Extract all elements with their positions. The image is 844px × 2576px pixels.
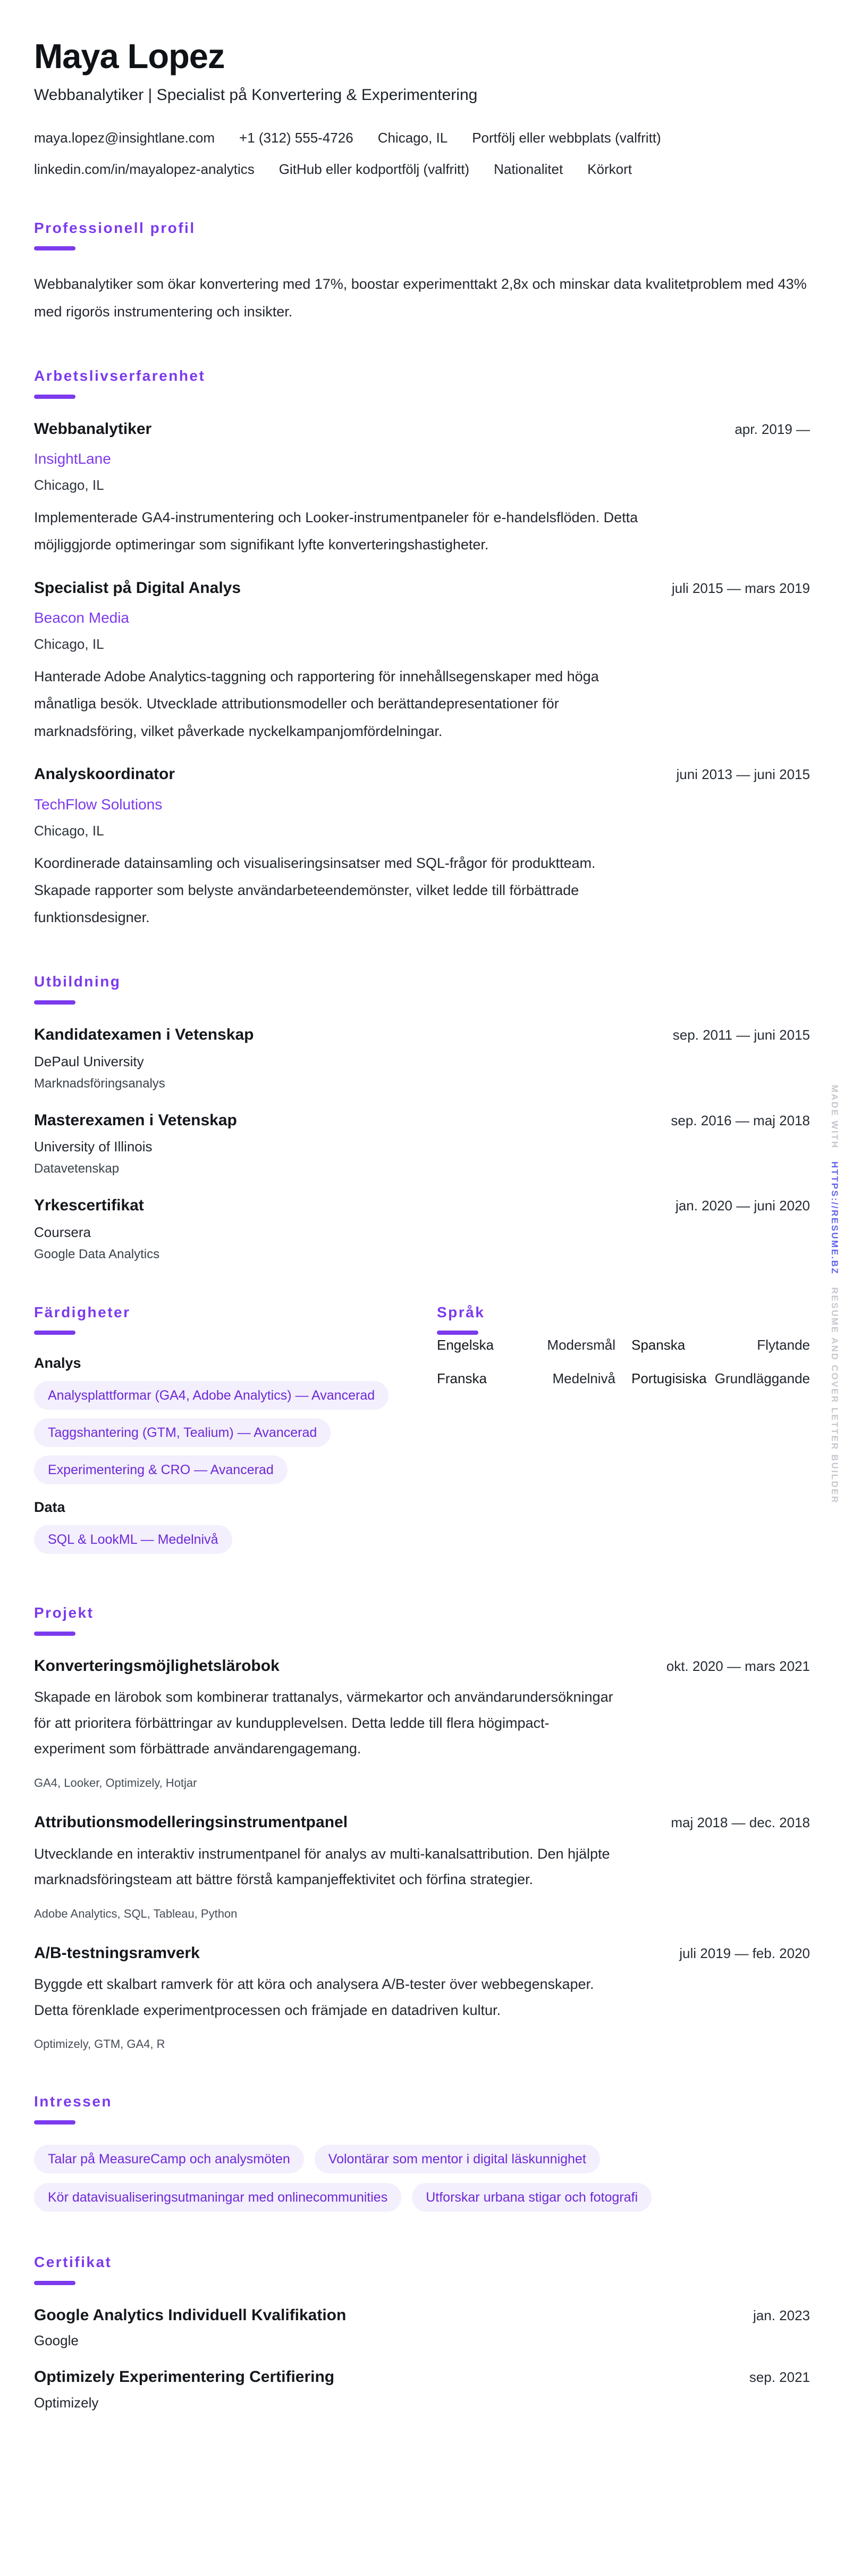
language-level: Modersmål bbox=[547, 1337, 615, 1353]
project-dates: maj 2018 — dec. 2018 bbox=[671, 1814, 810, 1831]
job-entry bbox=[34, 578, 810, 745]
education-dates: sep. 2016 — maj 2018 bbox=[671, 1112, 810, 1128]
project-entry bbox=[34, 1812, 810, 1921]
project-tech: GA4, Looker, Optimizely, Hotjar bbox=[34, 1776, 197, 1790]
interest-pill: Volontärar som mentor i digital läskunnighet bbox=[315, 2145, 600, 2173]
job-location: Chicago, IL bbox=[34, 636, 104, 653]
contact-row-2 bbox=[34, 161, 810, 178]
section-profile bbox=[34, 219, 810, 325]
language-name: Engelska bbox=[437, 1337, 494, 1353]
certificate-title: Google Analytics Individuell Kvalifikation bbox=[34, 2306, 347, 2324]
school-name: University of Illinois bbox=[34, 1139, 153, 1155]
job-entry bbox=[34, 419, 810, 559]
skill-group bbox=[34, 1499, 407, 1554]
section-heading-languages: Språk bbox=[437, 1303, 485, 1320]
section-heading-profile: Professionell profil bbox=[34, 219, 196, 236]
company-link[interactable]: InsightLane bbox=[34, 450, 111, 467]
project-entry bbox=[34, 1943, 810, 2052]
contact-email[interactable]: maya.lopez@insightlane.com bbox=[34, 129, 215, 146]
job-dates: apr. 2019 — bbox=[735, 421, 810, 437]
project-title: Attributionsmodelleringsinstrumentpanel bbox=[34, 1813, 348, 1831]
skill-pill: Taggshantering (GTM, Tealium) — Avancerad bbox=[34, 1418, 331, 1447]
job-entry bbox=[34, 764, 810, 931]
job-location: Chicago, IL bbox=[34, 822, 104, 839]
certificate-title: Optimizely Experimentering Certifiering bbox=[34, 2368, 335, 2386]
contact-phone[interactable]: +1 (312) 555-4726 bbox=[239, 129, 353, 146]
project-description: Skapade en lärobok som kombinerar trattanalys, värmekartor och användarundersökningar för att prioritera förbättringar av kundupplevelsen. Detta ledde till flera högimpact-experiment som förbättrade användarengagemang. bbox=[34, 1689, 613, 1757]
section-projects bbox=[34, 1604, 810, 2051]
section-heading-interests: Intressen bbox=[34, 2093, 112, 2110]
certificate-issuer: Optimizely bbox=[34, 2394, 99, 2411]
language-item bbox=[631, 1337, 810, 1353]
job-title: Analyskoordinator bbox=[34, 765, 175, 783]
language-level: Flytande bbox=[757, 1337, 810, 1353]
skill-pill: SQL & LookML — Medelnivå bbox=[34, 1525, 232, 1554]
section-heading-experience: Arbetslivserfarenhet bbox=[34, 367, 206, 384]
language-item bbox=[437, 1337, 615, 1353]
project-entry bbox=[34, 1656, 810, 1790]
contact-location: Chicago, IL bbox=[377, 129, 448, 146]
language-level: Medelnivå bbox=[552, 1370, 615, 1387]
section-heading-projects: Projekt bbox=[34, 1604, 94, 1621]
language-level: Grundläggande bbox=[714, 1370, 810, 1387]
education-dates: jan. 2020 — juni 2020 bbox=[676, 1198, 810, 1214]
watermark-suffix: RESUME AND COVER LETTER BUILDER bbox=[830, 1287, 840, 1504]
contact-nationality-placeholder: Nationalitet bbox=[494, 161, 563, 177]
project-dates: juli 2019 — feb. 2020 bbox=[679, 1945, 810, 1961]
section-experience bbox=[34, 367, 810, 931]
section-heading-education: Utbildning bbox=[34, 973, 121, 990]
contact-website-placeholder: Portfölj eller webbplats (valfritt) bbox=[472, 129, 661, 146]
section-underline bbox=[34, 246, 75, 250]
section-underline bbox=[34, 2281, 75, 2285]
education-dates: sep. 2011 — juni 2015 bbox=[672, 1027, 810, 1043]
education-entry bbox=[34, 1025, 810, 1091]
skill-pill: Analysplattformar (GA4, Adobe Analytics) — Avancerad bbox=[34, 1381, 389, 1410]
certificate-date: jan. 2023 bbox=[753, 2307, 810, 2323]
section-underline bbox=[34, 1000, 75, 1005]
person-title: Webbanalytiker | Specialist på Konvertering & Experimentering bbox=[34, 86, 478, 104]
watermark bbox=[829, 1085, 840, 1504]
school-name: DePaul University bbox=[34, 1053, 144, 1069]
certificate-issuer: Google bbox=[34, 2332, 79, 2349]
degree-title: Kandidatexamen i Vetenskap bbox=[34, 1026, 254, 1044]
skill-pill: Experimentering & CRO — Avancerad bbox=[34, 1456, 288, 1484]
watermark-prefix: MADE WITH bbox=[830, 1085, 840, 1149]
skills-languages-row bbox=[34, 1303, 810, 1563]
project-tech: Optimizely, GTM, GA4, R bbox=[34, 2037, 165, 2051]
contact-row-1 bbox=[34, 130, 810, 146]
project-tech: Adobe Analytics, SQL, Tableau, Python bbox=[34, 1906, 238, 1920]
language-item bbox=[437, 1370, 615, 1387]
section-underline bbox=[34, 1331, 75, 1335]
contact-info bbox=[34, 130, 810, 178]
project-title: Konverteringsmöjlighetslärobok bbox=[34, 1657, 280, 1675]
certificate-date: sep. 2021 bbox=[749, 2369, 810, 2386]
interest-pill: Kör datavisualiseringsutmaningar med onlinecommunities bbox=[34, 2183, 401, 2212]
skill-group-label: Analys bbox=[34, 1355, 81, 1371]
language-name: Portugisiska bbox=[631, 1370, 707, 1387]
job-title: Webbanalytiker bbox=[34, 420, 152, 438]
section-interests bbox=[34, 2093, 810, 2212]
field-of-study: Marknadsföringsanalys bbox=[34, 1076, 165, 1091]
section-underline bbox=[437, 1331, 478, 1335]
interest-pill: Utforskar urbana stigar och fotografi bbox=[412, 2183, 652, 2212]
project-title: A/B-testningsramverk bbox=[34, 1944, 200, 1962]
job-description: Hanterade Adobe Analytics-taggning och rapportering för innehållsegenskaper med höga månatliga besök. Utvecklade attributionsmodeller och berättandepresentationer för marknadsföring, vilket påverkade nyckelkampanjomfördelningar. bbox=[34, 668, 599, 739]
person-name: Maya Lopez bbox=[34, 37, 225, 76]
contact-drivers-license-placeholder: Körkort bbox=[587, 161, 632, 177]
education-entry bbox=[34, 1195, 810, 1262]
section-skills bbox=[34, 1303, 407, 1563]
project-description: Byggde ett skalbart ramverk för att köra och analysera A/B-tester över webbegenskaper. Detta förenklade experimentprocessen och främjade en datadriven kultur. bbox=[34, 1976, 594, 2018]
job-location: Chicago, IL bbox=[34, 477, 104, 494]
section-heading-certificates: Certifikat bbox=[34, 2253, 112, 2270]
contact-linkedin[interactable]: linkedin.com/in/mayalopez-analytics bbox=[34, 161, 255, 177]
skill-group-label: Data bbox=[34, 1499, 65, 1516]
skill-group bbox=[34, 1355, 407, 1484]
section-underline bbox=[34, 1632, 75, 1636]
section-education bbox=[34, 973, 810, 1261]
field-of-study: Google Data Analytics bbox=[34, 1247, 160, 1261]
watermark-link[interactable]: HTTPS://RESUME.BZ bbox=[830, 1161, 840, 1275]
section-underline bbox=[34, 395, 75, 399]
school-name: Coursera bbox=[34, 1224, 91, 1240]
section-underline bbox=[34, 2120, 75, 2125]
degree-title: Yrkescertifikat bbox=[34, 1197, 144, 1215]
job-description: Koordinerade datainsamling och visualiseringsinsatser med SQL-frågor för produktteam. Skapade rapporter som belyste användarbeteendemönster, vilket ledde till förbättrade funktionsdesigner. bbox=[34, 855, 596, 926]
job-dates: juni 2013 — juni 2015 bbox=[676, 766, 810, 783]
interest-pill: Talar på MeasureCamp och analysmöten bbox=[34, 2145, 304, 2173]
section-heading-skills: Färdigheter bbox=[34, 1303, 131, 1320]
section-languages bbox=[437, 1303, 810, 1387]
language-name: Spanska bbox=[631, 1337, 686, 1353]
degree-title: Masterexamen i Vetenskap bbox=[34, 1111, 237, 1129]
contact-github-placeholder: GitHub eller kodportfölj (valfritt) bbox=[278, 161, 470, 177]
profile-summary: Webbanalytiker som ökar konvertering med 17%, boostar experimenttakt 2,8x och minskar data kvalitetproblem med 43% med rigorös instrumentering och insikter. bbox=[34, 276, 807, 320]
job-description: Implementerade GA4-instrumentering och Looker-instrumentpaneler för e-handelsflöden. Detta möjliggjorde optimeringar som signifikant lyfte konverteringshastigheter. bbox=[34, 509, 638, 553]
project-dates: okt. 2020 — mars 2021 bbox=[666, 1658, 810, 1674]
company-link[interactable]: Beacon Media bbox=[34, 609, 130, 626]
certificate-entry bbox=[34, 2305, 810, 2349]
company-link[interactable]: TechFlow Solutions bbox=[34, 796, 163, 813]
project-description: Utvecklande en interaktiv instrumentpanel för analys av multi-kanalsattribution. Den hjälpte marknadsföringsteam att bättre förstå kampanjeffektivitet och förfina strategier. bbox=[34, 1845, 610, 1888]
job-dates: juli 2015 — mars 2019 bbox=[671, 580, 810, 596]
certificate-entry bbox=[34, 2367, 810, 2411]
resume-header bbox=[34, 37, 810, 178]
job-title: Specialist på Digital Analys bbox=[34, 579, 241, 597]
field-of-study: Datavetenskap bbox=[34, 1161, 120, 1176]
language-name: Franska bbox=[437, 1370, 487, 1387]
language-item bbox=[631, 1370, 810, 1387]
education-entry bbox=[34, 1110, 810, 1177]
section-certificates bbox=[34, 2253, 810, 2411]
